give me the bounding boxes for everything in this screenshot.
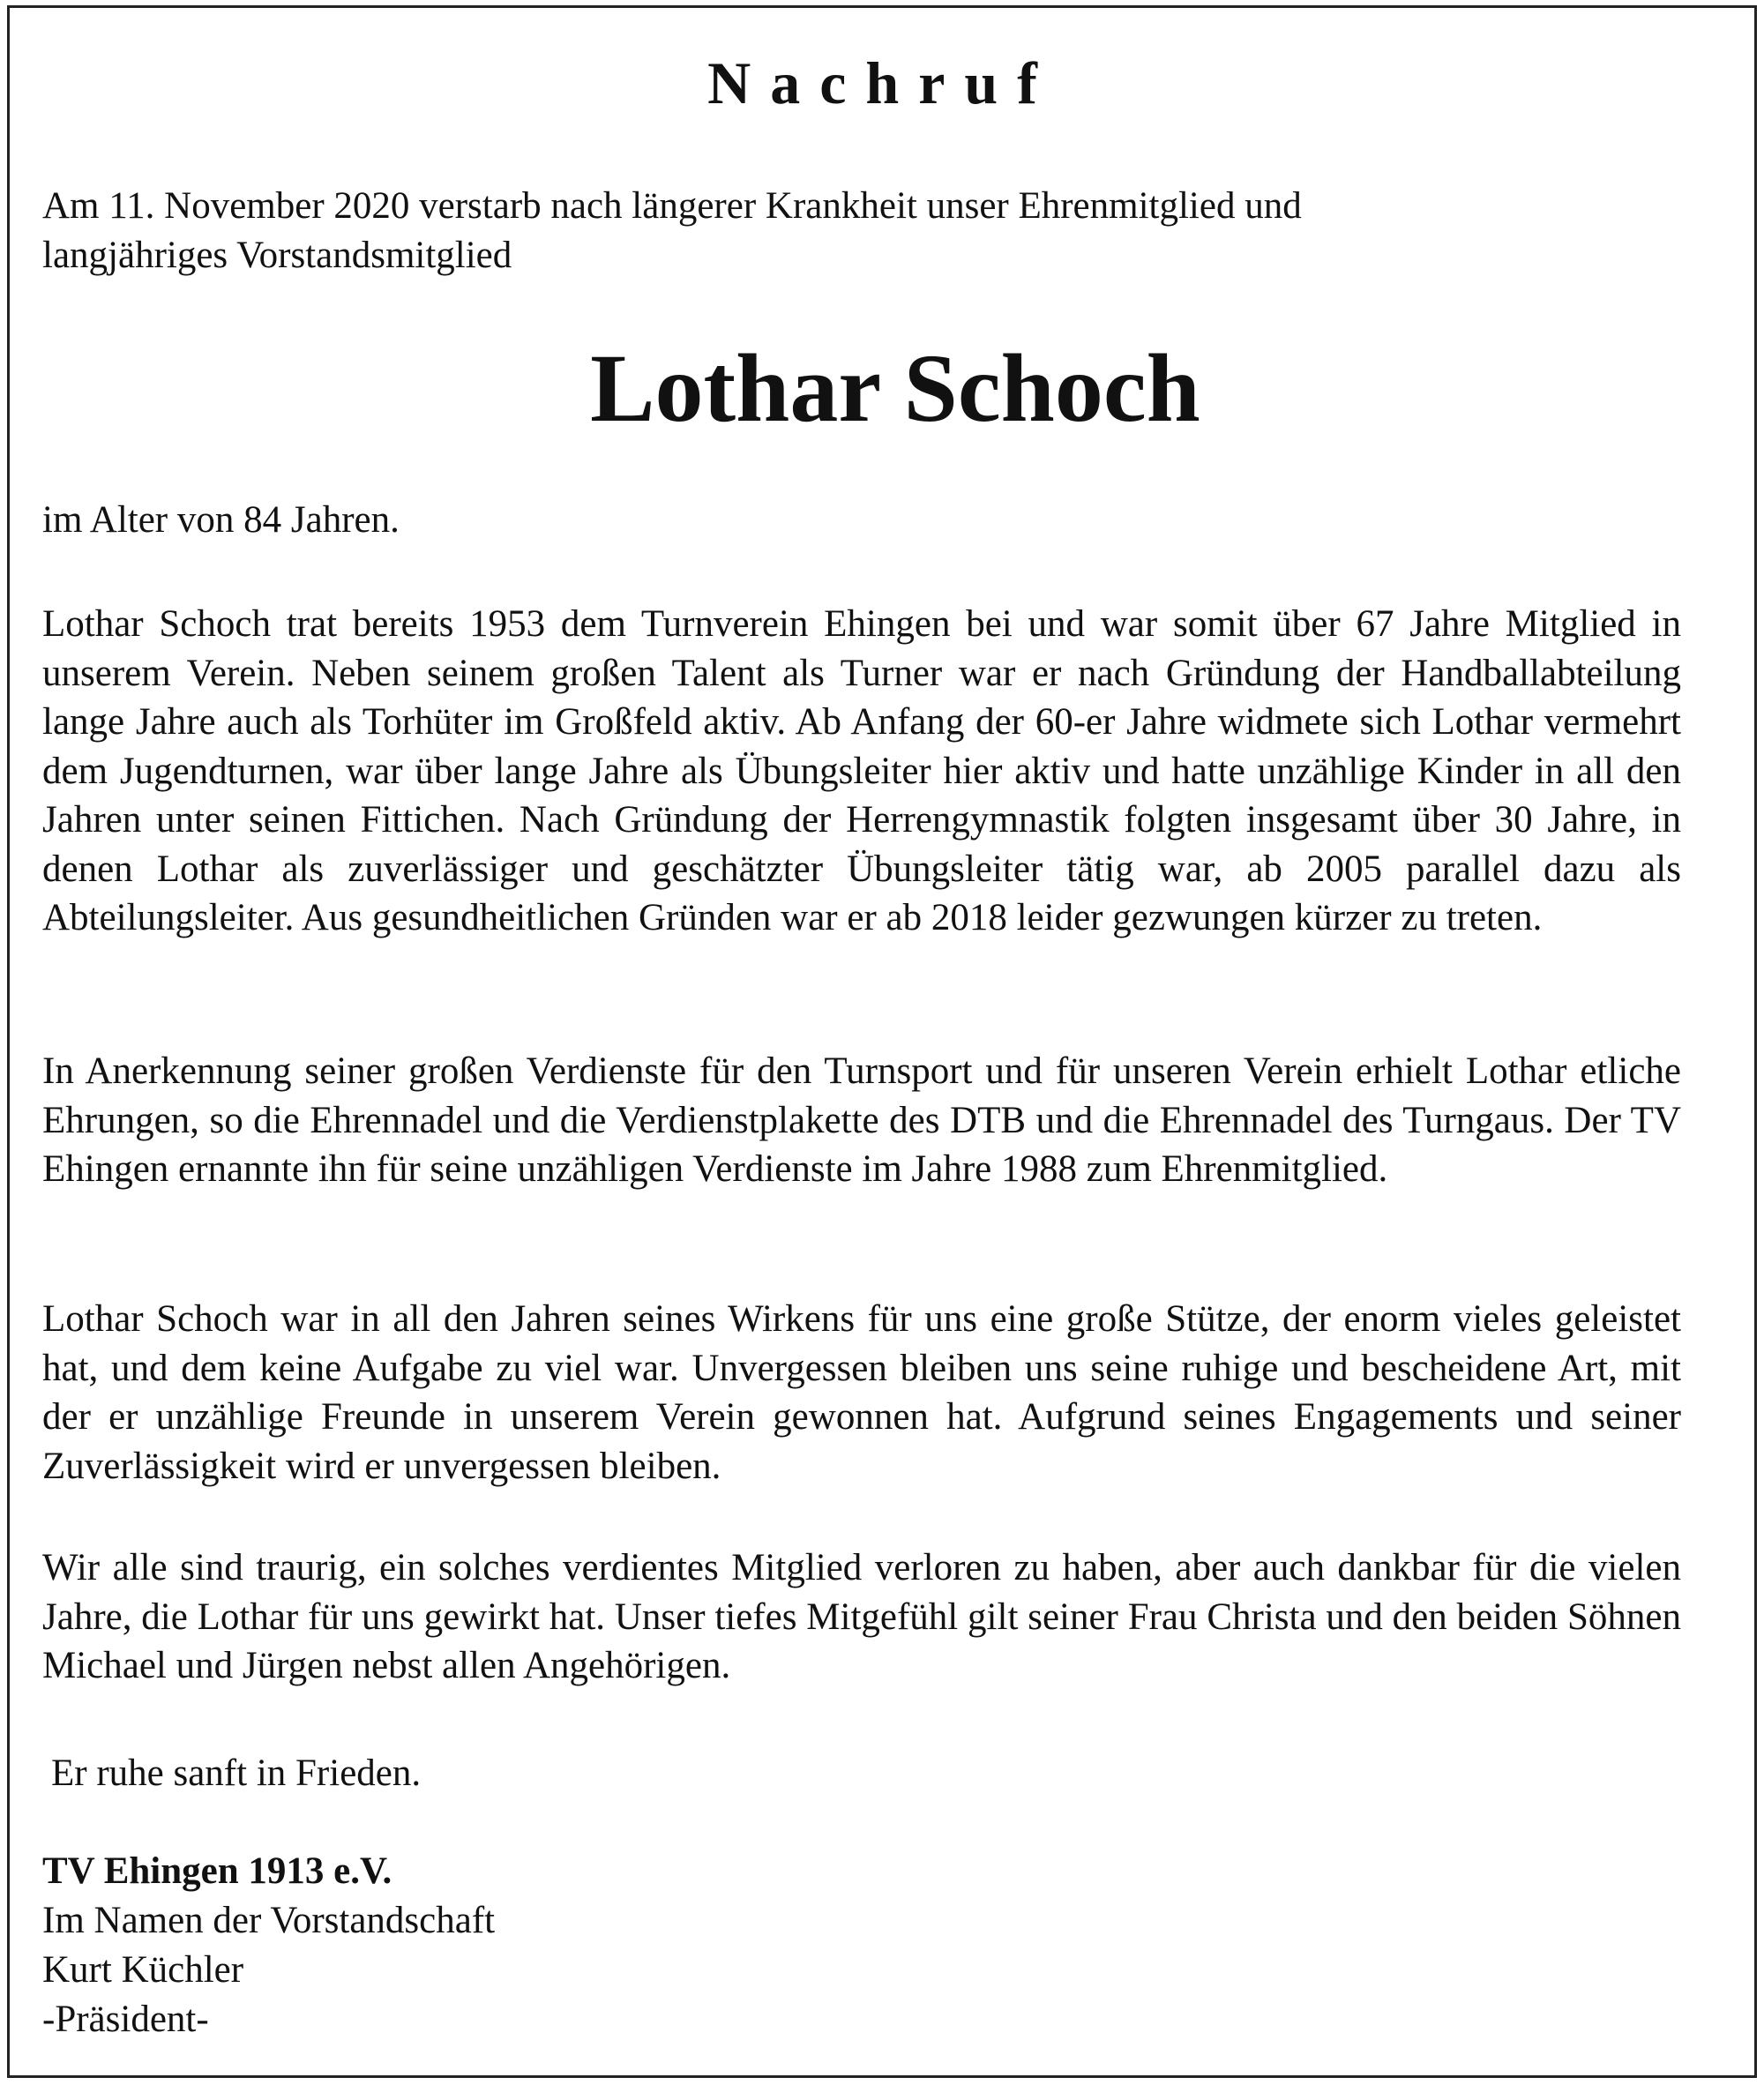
signature-person: Kurt Küchler: [42, 1949, 244, 1991]
paragraph-honors: In Anerkennung seiner großen Verdienste für den Turnsport und für unseren Verein erhielt Lothar etliche Ehrungen, so die Ehrennadel und die Verdienstplakette des DTB und die Ehrennadel des Turngaus. Der TV Ehingen ernannte ihn für seine unzähligen Verdienste im Jahre 1988 zum Ehrenmitglied.: [42, 1050, 1681, 1190]
farewell-line: Er ruhe sanft in Frieden.: [51, 1752, 422, 1794]
obituary-heading: Nachruf: [707, 49, 1057, 116]
signature-role: -Präsident-: [42, 1999, 209, 2040]
paragraph-biography: Lothar Schoch trat bereits 1953 dem Turnverein Ehingen bei und war somit über 67 Jahre Mitglied in unserem Verein. Neben seinem großen Talent als Turner war er nach Gründung der Handballabteilung lange Jahre auch als Torhüter im Großfeld aktiv. Ab Anfang der 60-er Jahre widmete sich Lothar vermehrt dem Jugendturnen, war über lange Jahre als Übungsleiter hier aktiv und hatte unzählige Kinder in all den Jahren unter seinen Fittichen. Nach Gründung der Herrengymnastik folgten insgesamt über 30 Jahre, in denen Lothar als zuverlässiger und geschätzter Übungsleiter tätig war, ab 2005 parallel dazu als Abteilungsleiter. Aus gesundheitlichen Gründen war er ab 2018 leider gezwungen kürzer zu treten.: [42, 603, 1681, 938]
signature-club: TV Ehingen 1913 e.V.: [42, 1850, 392, 1892]
paragraph-tribute: Lothar Schoch war in all den Jahren seines Wirkens für uns eine große Stütze, der enorm vieles geleistet hat, und dem keine Aufgabe zu viel war. Unvergessen bleiben uns seine ruhige und bescheidene Art, mit der er unzählige Freunde in unserem Verein gewonnen hat. Aufgrund seines Engagements und seiner Zuverlässigkeit wird er unvergessen bleiben.: [42, 1298, 1681, 1487]
paragraph-condolence: Wir alle sind traurig, ein solches verdientes Mitglied verloren zu haben, aber auch dankbar für die vielen Jahre, die Lothar für uns gewirkt hat. Unser tiefes Mitgefühl gilt seiner Frau Christa und den beiden Söhnen Michael und Jürgen nebst allen Angehörigen.: [42, 1547, 1681, 1686]
intro-line-2: langjähriges Vorstandsmitglied: [42, 235, 512, 276]
signature-on-behalf: Im Namen der Vorstandschaft: [42, 1900, 496, 1941]
age-line: im Alter von 84 Jahren.: [42, 499, 400, 541]
deceased-name: Lothar Schoch: [590, 334, 1200, 442]
intro-line-1: Am 11. November 2020 verstarb nach längerer Krankheit unser Ehrenmitglied und: [42, 185, 1302, 227]
